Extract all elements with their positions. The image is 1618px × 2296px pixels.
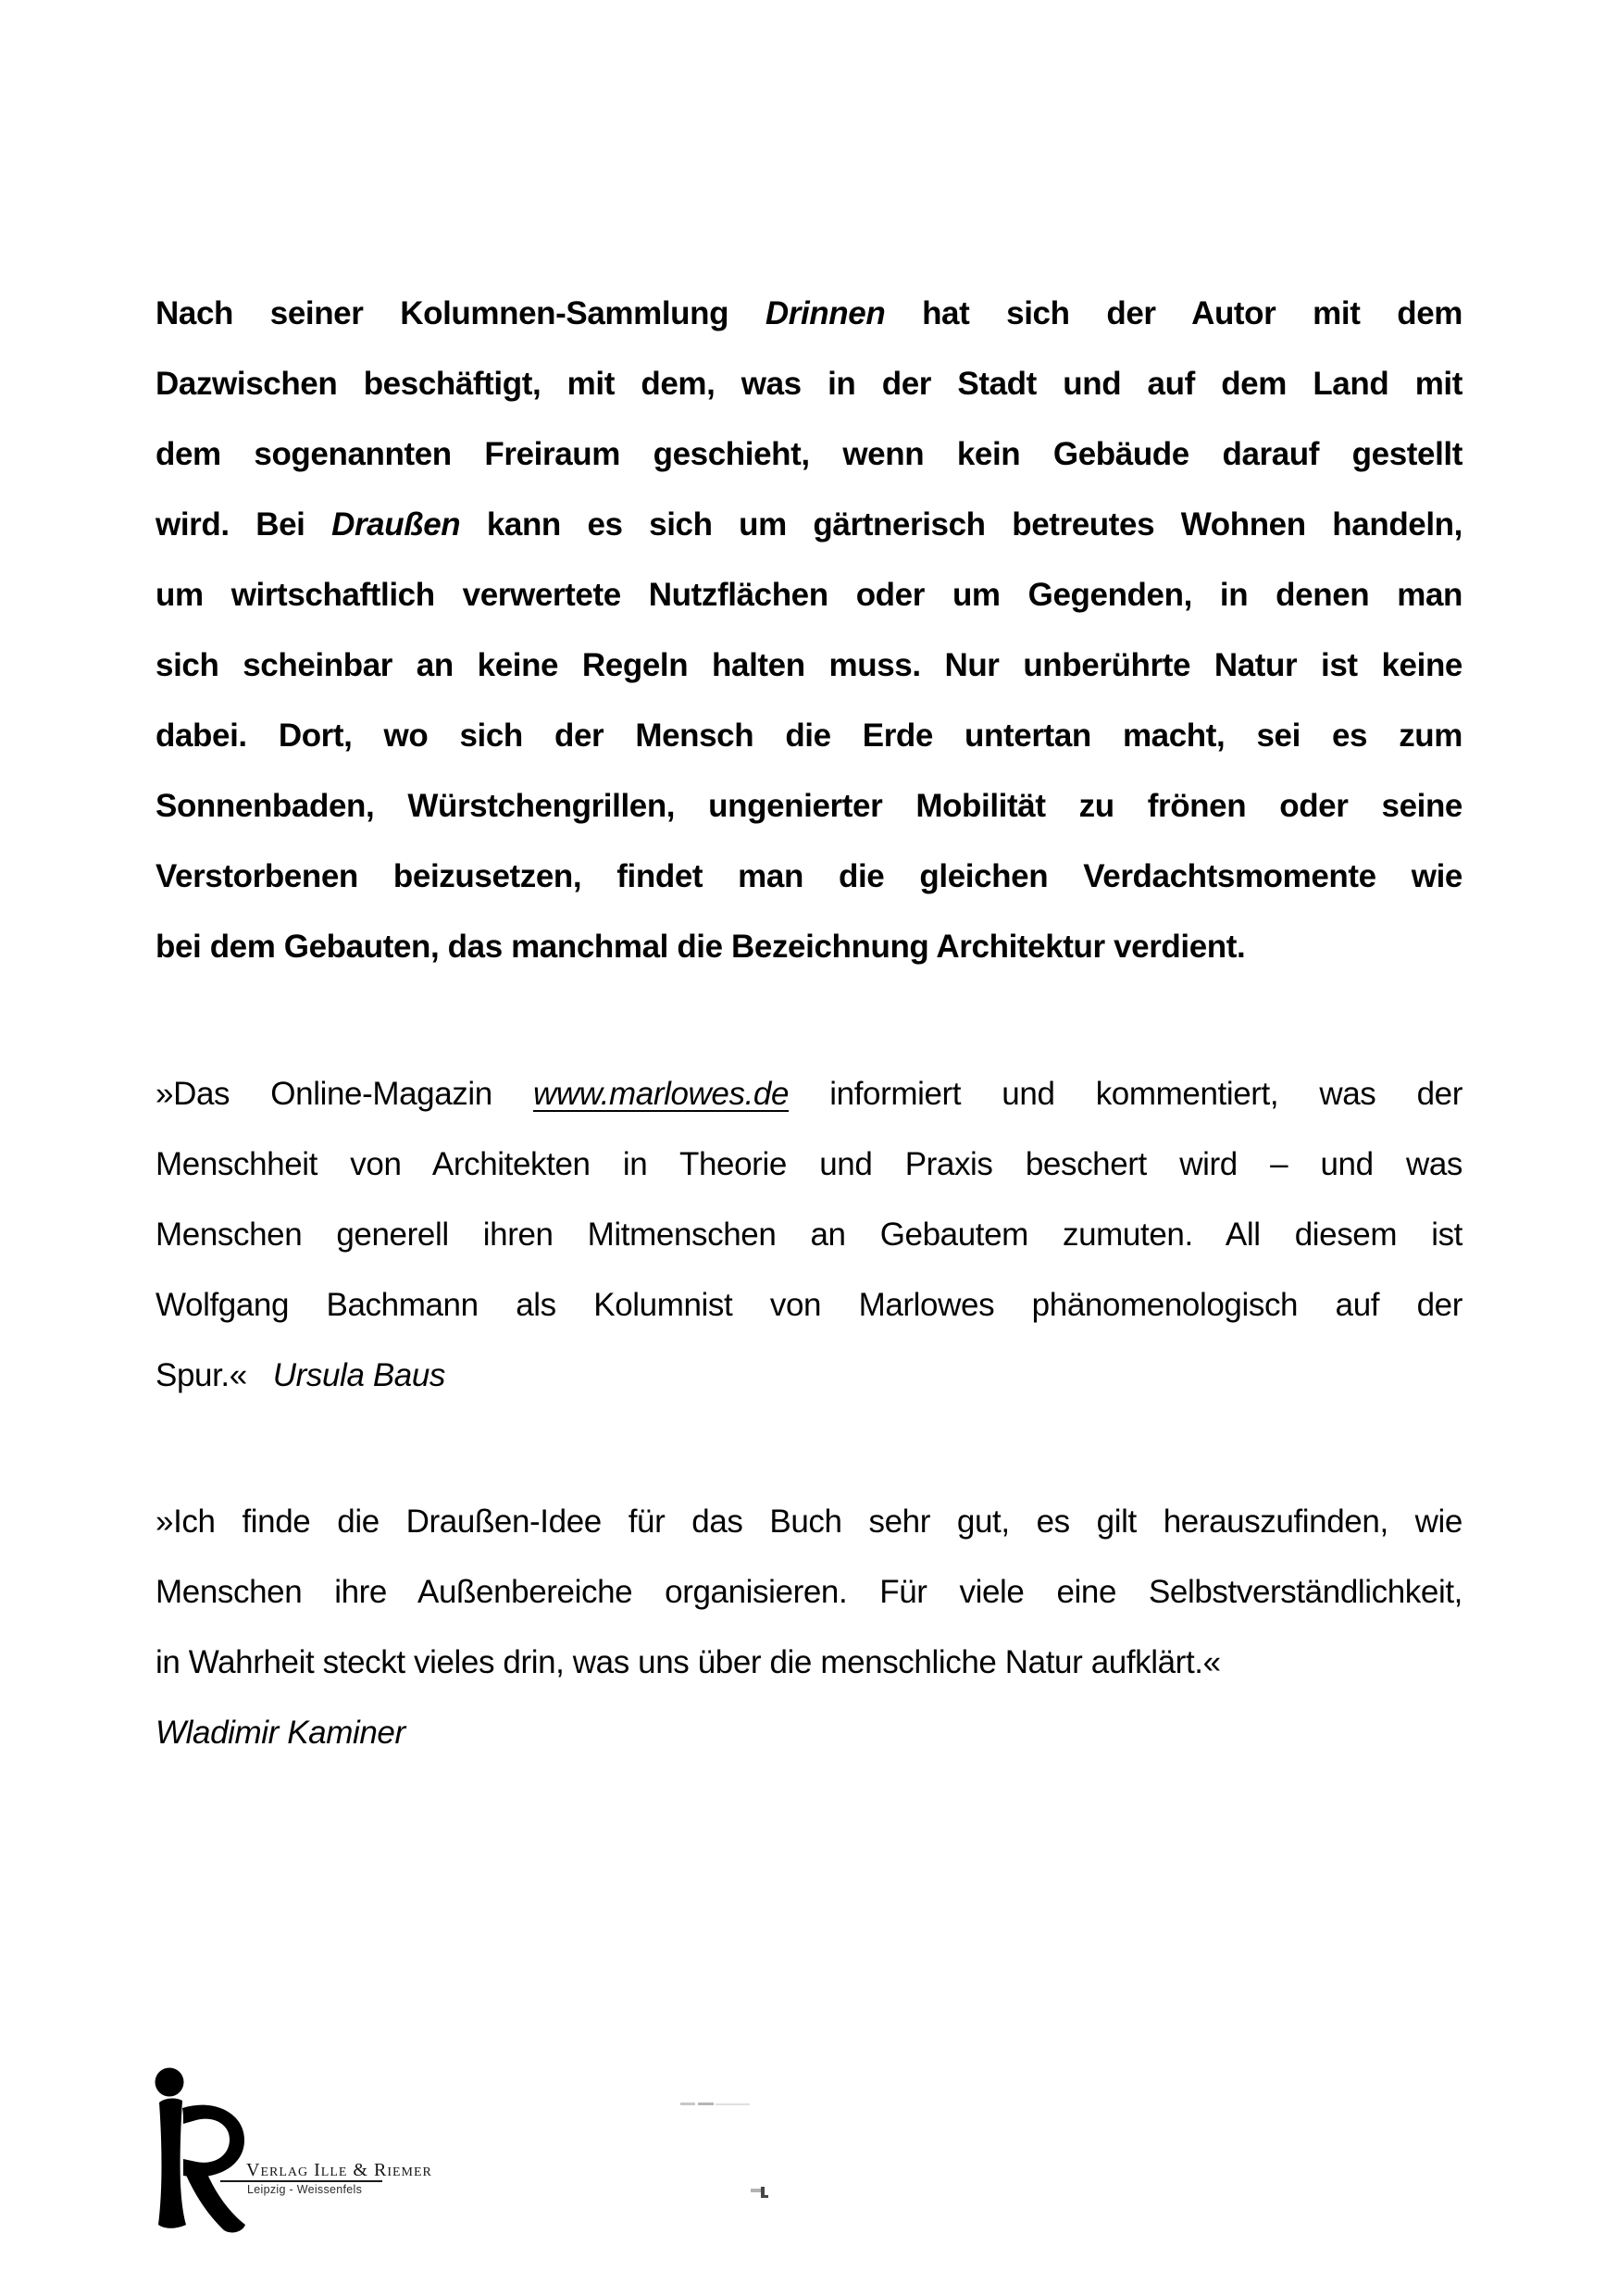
scan-artifact — [761, 2195, 768, 2198]
text-line — [156, 1059, 1462, 1129]
text-line — [156, 1270, 1462, 1341]
text-segment: Dazwischen beschäftigt, mit dem, was in der Stadt und auf dem Land mit — [156, 366, 1462, 402]
text-segment: Drinnen — [765, 295, 886, 331]
text-line — [156, 419, 1462, 490]
text-segment: Draußen — [331, 506, 461, 543]
text-segment: wird. Bei — [156, 506, 332, 543]
paragraph-blurb — [156, 279, 1462, 982]
marlowes-link[interactable]: www.marlowes.de — [533, 1076, 790, 1112]
text-segment: »Ich finde die Draußen-Idee für das Buch sehr gut, es gilt herauszufinden, wie — [156, 1504, 1462, 1540]
text-line — [156, 349, 1462, 419]
attribution-ursula-baus: Ursula Baus — [272, 1357, 446, 1393]
text-segment: Menschen generell ihren Mitmenschen an Gebautem zumuten. All diesem ist — [156, 1217, 1462, 1253]
text-segment: um wirtschaftlich verwertete Nutzflächen oder um Gegenden, in denen man — [156, 577, 1462, 613]
ille-riemer-monogram-icon — [148, 2064, 255, 2236]
text-segment: hat sich der Autor mit dem — [885, 295, 1462, 331]
text-line — [156, 771, 1462, 842]
text-segment: Menschheit von Architekten in Theorie und Praxis beschert wird – und was — [156, 1146, 1462, 1182]
text-line — [156, 1628, 1462, 1698]
text-line — [156, 1341, 1462, 1411]
text-segment: sich scheinbar an keine Regeln halten muss. Nur unberührte Natur ist keine — [156, 647, 1462, 683]
text-segment: kann es sich um gärtnerisch betreutes Wohnen handeln, — [460, 506, 1462, 543]
text-line — [156, 1200, 1462, 1270]
publisher-name: Verlag Ille & Riemer — [246, 2160, 432, 2180]
text-segment: dem sogenannten Freiraum geschieht, wenn kein Gebäude darauf gestellt — [156, 436, 1462, 472]
text-line — [156, 279, 1462, 349]
text-segment: in Wahrheit steckt vieles drin, was uns über die menschliche Natur aufklärt.« — [156, 1644, 1221, 1680]
text-segment: Menschen ihre Außenbereiche organisieren. Für viele eine Selbstverständlichkeit, — [156, 1574, 1462, 1610]
attribution-wladimir-kaminer: Wladimir Kaminer — [156, 1715, 405, 1751]
text-segment: dabei. Dort, wo sich der Mensch die Erde untertan macht, sei es zum — [156, 718, 1462, 754]
publisher-cities: Leipzig - Weissenfels — [247, 2183, 363, 2196]
text-segment: Sonnenbaden, Würstchengrillen, ungenierter Mobilität zu frönen oder seine — [156, 788, 1462, 824]
paragraph-quote-wladimir-kaminer — [156, 1487, 1462, 1768]
text-line — [156, 630, 1462, 701]
text-segment: bei dem Gebauten, das manchmal die Bezeichnung Architektur verdient. — [156, 929, 1246, 965]
text-segment: Nach seiner Kolumnen-Sammlung — [156, 295, 765, 331]
scan-artifact — [716, 2103, 750, 2105]
publisher-rule — [220, 2180, 382, 2182]
scan-artifact — [680, 2103, 695, 2105]
scan-artifact — [751, 2189, 761, 2192]
text-segment: Verstorbenen beizusetzen, findet man die gleichen Verdachtsmomente wie — [156, 858, 1462, 894]
text-segment: Spur.« — [156, 1357, 273, 1393]
text-line — [156, 1557, 1462, 1628]
text-line — [156, 1487, 1462, 1557]
paragraph-quote-ursula-baus — [156, 1059, 1462, 1411]
text-line — [156, 1129, 1462, 1200]
text-segment: Wolfgang Bachmann als Kolumnist von Marlowes phänomenologisch auf der — [156, 1287, 1462, 1323]
text-segment: informiert und kommentiert, was der — [789, 1076, 1462, 1112]
text-line — [156, 1698, 1462, 1768]
scan-artifact — [698, 2103, 714, 2105]
text-line — [156, 912, 1462, 982]
text-segment: »Das Online-Magazin — [156, 1076, 534, 1112]
text-line — [156, 842, 1462, 912]
text-line — [156, 490, 1462, 560]
text-line — [156, 701, 1462, 771]
text-line — [156, 560, 1462, 630]
